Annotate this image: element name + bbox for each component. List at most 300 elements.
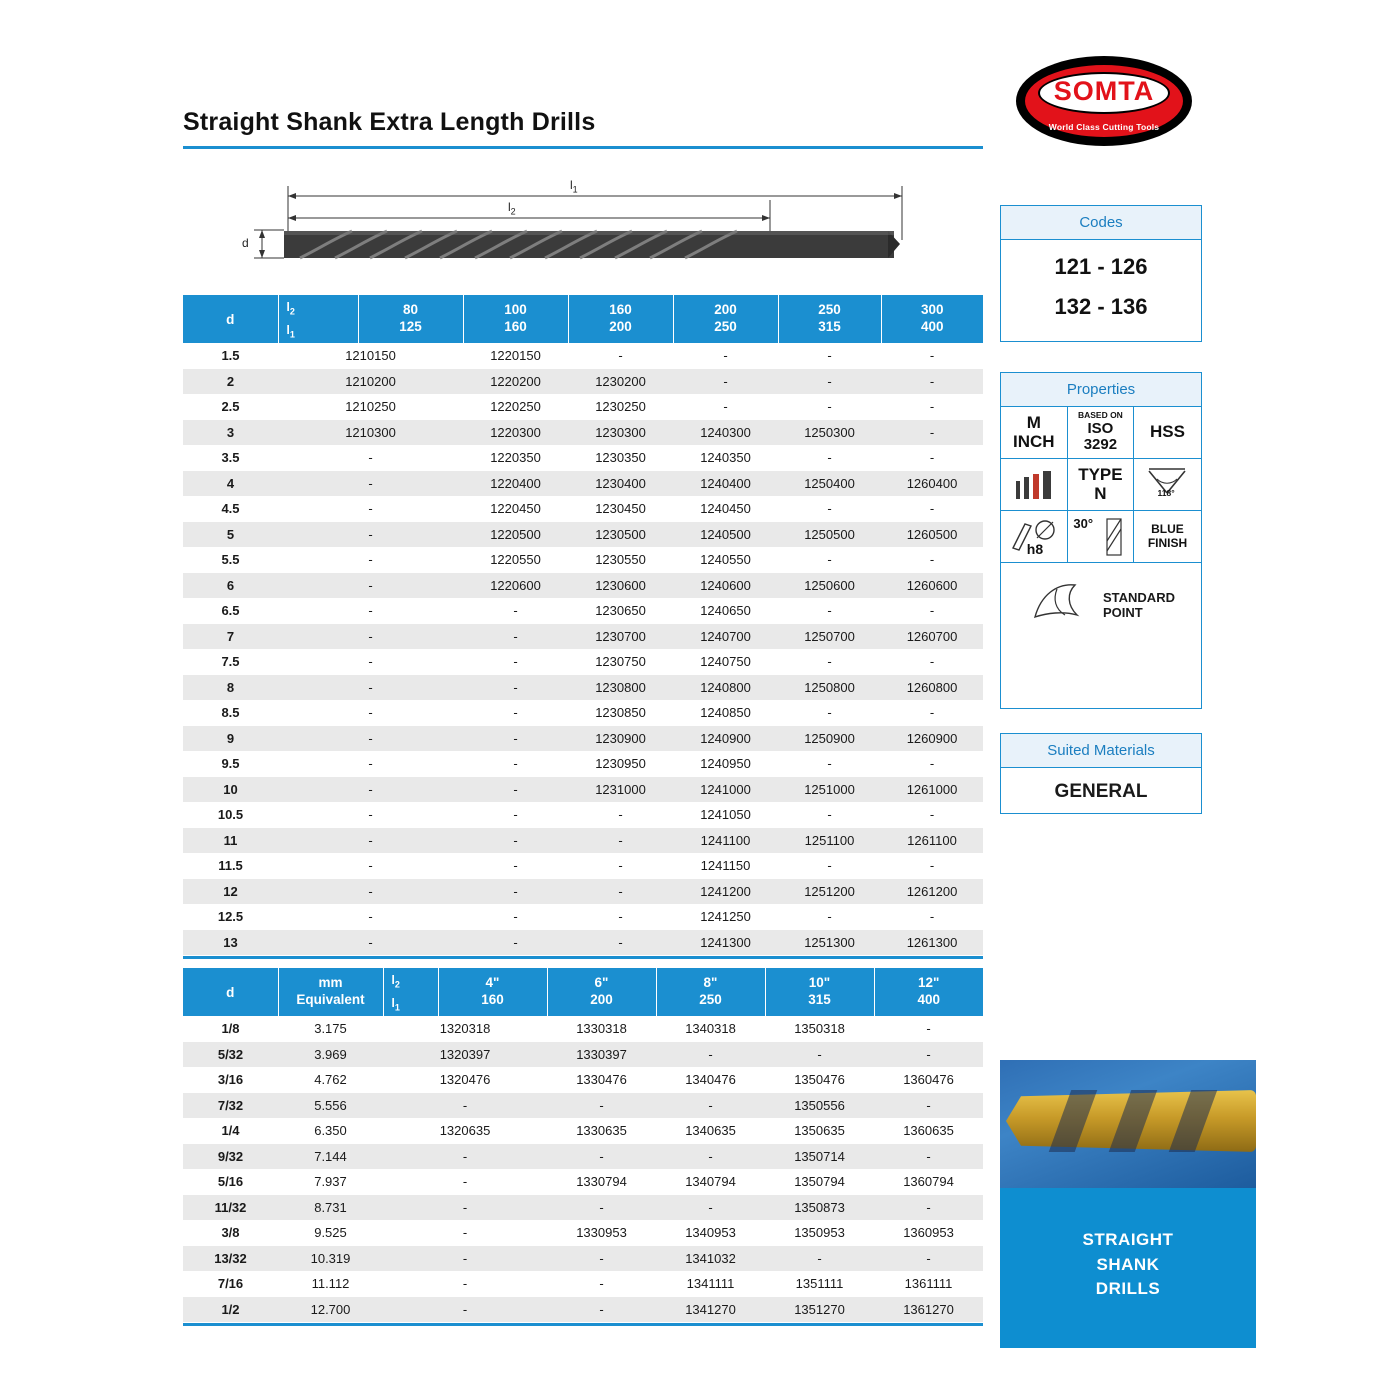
row-code: - <box>929 424 935 440</box>
row-code: 1210150 <box>345 348 396 364</box>
row-code: 1330397 <box>576 1046 627 1062</box>
row-code: 1320635 <box>439 1123 491 1139</box>
row-code: 1241150 <box>700 858 751 874</box>
helix-angle-icon-svg <box>1099 517 1129 557</box>
row-code: 1230350 <box>595 450 646 466</box>
row-code: - <box>462 1174 468 1190</box>
row-code: - <box>599 1097 604 1113</box>
row-code: - <box>723 348 728 364</box>
row-code: - <box>929 450 935 466</box>
row-code: 1220350 <box>490 450 541 466</box>
row-code: 1251000 <box>804 781 855 797</box>
row-diameter: 7 <box>226 628 235 644</box>
row-code: 1250400 <box>804 475 855 491</box>
metric-header-col-160-200 <box>568 295 673 343</box>
property-type-label: TYPE <box>1078 464 1123 484</box>
row-code: 1360635 <box>903 1123 954 1139</box>
metric-header-col-160-200-top: 160 <box>609 302 632 318</box>
row-code: 1230800 <box>595 679 646 695</box>
row-code: - <box>618 807 623 823</box>
table-row <box>183 1169 983 1195</box>
inch-header-lengths <box>383 968 438 1016</box>
row-code: 1230300 <box>595 424 646 440</box>
row-code: 1220550 <box>490 552 541 568</box>
row-code: 1240650 <box>700 603 751 619</box>
row-code: - <box>368 450 373 466</box>
metric-header-col-200-250-bottom: 250 <box>714 319 737 334</box>
row-diameter: 7/16 <box>217 1276 244 1292</box>
row-code: - <box>929 654 935 670</box>
row-diameter: 13/32 <box>214 1250 247 1266</box>
row-diameter: 2 <box>226 373 235 389</box>
inch-header-l2: $l_2$ <box>391 973 400 990</box>
row-code: - <box>929 705 935 721</box>
row-diameter: 3 <box>226 424 235 440</box>
property-finish-label: FINISH <box>1147 535 1188 550</box>
row-diameter: 9 <box>226 730 235 746</box>
dim-label-d: d <box>242 236 249 250</box>
row-mm-equivalent: 9.525 <box>314 1225 347 1241</box>
metric-header-col-80-125-bottom: 125 <box>399 319 422 334</box>
row-mm-equivalent: 3.175 <box>314 1021 347 1037</box>
row-code: - <box>513 730 518 746</box>
row-code: - <box>708 1199 713 1215</box>
row-code: 1260700 <box>906 628 958 644</box>
metric-drill-table <box>183 295 983 955</box>
property-m-label: M <box>1026 412 1041 432</box>
properties-panel <box>1000 372 1202 709</box>
property-hss-label: HSS <box>1150 422 1185 442</box>
inch-table-bottom-rule <box>183 1323 983 1326</box>
row-code: - <box>462 1097 468 1113</box>
row-diameter: 5/32 <box>217 1046 244 1062</box>
row-code: - <box>827 450 832 466</box>
table-row <box>183 1118 983 1144</box>
row-code: 1220250 <box>490 399 541 415</box>
row-code: 1241100 <box>700 832 751 848</box>
row-code: - <box>708 1046 713 1062</box>
inch-header-d <box>183 968 278 1016</box>
property-material-hss <box>1134 407 1201 459</box>
row-code: - <box>368 501 373 517</box>
row-code: 1230500 <box>595 526 646 542</box>
row-code: 1351111 <box>795 1276 844 1292</box>
row-code: 1341270 <box>685 1301 736 1317</box>
inch-header-col-6in-200 <box>547 968 656 1016</box>
row-code: - <box>618 883 623 899</box>
row-code: - <box>462 1148 468 1164</box>
inch-header-col-12in-400 <box>874 968 983 1016</box>
row-code: 1260800 <box>906 679 958 695</box>
row-mm-equivalent: 4.762 <box>314 1072 347 1088</box>
row-code: 1241000 <box>700 781 751 797</box>
table-row <box>183 522 983 548</box>
codes-panel <box>1000 205 1202 342</box>
row-code: 1230600 <box>595 577 646 593</box>
row-code: 1361270 <box>903 1301 954 1317</box>
row-code: 1360794 <box>903 1174 954 1190</box>
title-divider <box>183 146 983 149</box>
row-code: 1241200 <box>700 883 751 899</box>
row-code: 1220300 <box>490 424 541 440</box>
table-row <box>183 828 983 854</box>
row-code: - <box>368 807 373 823</box>
inch-header-col-10in-315 <box>765 968 874 1016</box>
table-row <box>183 598 983 624</box>
row-diameter: 5/16 <box>217 1174 244 1190</box>
metric-header-col-250-315-bottom: 315 <box>818 319 841 334</box>
row-code: 1220400 <box>490 475 541 491</box>
metric-header-col-250-315-top: 250 <box>818 302 841 318</box>
table-row <box>183 1093 983 1119</box>
drill-sizes-icon <box>1001 459 1068 511</box>
row-code: - <box>368 832 373 848</box>
row-code: - <box>929 756 935 772</box>
row-code: - <box>929 501 935 517</box>
row-code: 1240700 <box>700 628 751 644</box>
row-diameter: 7/32 <box>217 1097 244 1113</box>
row-code: 1330318 <box>576 1021 627 1037</box>
suited-materials-value: GENERAL <box>1054 781 1148 802</box>
row-code: 1240550 <box>700 552 751 568</box>
row-code: 1230700 <box>595 628 646 644</box>
diameter-tolerance-value: h8 <box>1026 540 1044 557</box>
row-code: 1261100 <box>907 832 957 848</box>
row-code: 1240350 <box>700 450 751 466</box>
product-caption-line3: DRILLS <box>1095 1279 1161 1299</box>
row-code: - <box>368 883 373 899</box>
row-code: - <box>513 807 518 823</box>
row-diameter: 6 <box>226 577 235 593</box>
row-code: 1340476 <box>685 1072 736 1088</box>
inch-header-col-315: 315 <box>808 992 831 1007</box>
row-code: - <box>513 832 518 848</box>
row-code: 1220600 <box>490 577 541 593</box>
row-code: - <box>827 348 832 364</box>
row-code: 1320397 <box>439 1046 491 1062</box>
row-code: - <box>368 552 373 568</box>
row-code: 1251200 <box>804 883 855 899</box>
metric-table-header-row <box>183 295 983 343</box>
row-code: 1230400 <box>595 475 646 491</box>
metric-header-col-250-315 <box>778 295 881 343</box>
property-blue-finish <box>1134 511 1201 563</box>
table-row <box>183 1067 983 1093</box>
table-row <box>183 343 983 369</box>
row-code: 1230750 <box>595 654 646 670</box>
row-code: 1241050 <box>700 807 751 823</box>
row-code: 1261300 <box>906 934 958 950</box>
drill-dimension-diagram <box>240 178 920 278</box>
row-code: 1350635 <box>794 1123 845 1139</box>
row-code: 1220200 <box>490 373 541 389</box>
table-row <box>183 700 983 726</box>
row-code: 1230450 <box>595 501 646 517</box>
row-code: - <box>462 1276 468 1292</box>
row-code: 1340635 <box>685 1123 736 1139</box>
row-code: - <box>926 1021 931 1037</box>
row-diameter: 6.5 <box>221 603 240 619</box>
helix-angle-value: 30° <box>1073 515 1094 531</box>
table-row <box>183 471 983 497</box>
row-diameter: 13 <box>223 934 238 950</box>
metric-header-col-80-125-top: 80 <box>402 302 419 318</box>
row-code: - <box>708 1148 713 1164</box>
row-code: - <box>827 552 832 568</box>
inch-header-col-400: 400 <box>917 992 941 1007</box>
row-code: 1230200 <box>595 373 646 389</box>
row-diameter: 3/8 <box>221 1225 240 1241</box>
property-blue-label: BLUE <box>1151 522 1184 537</box>
row-code: - <box>513 628 518 644</box>
property-metric-inch <box>1001 407 1068 459</box>
row-code: - <box>618 934 623 950</box>
product-caption-line1: STRAIGHT <box>1082 1230 1174 1249</box>
row-code: 1340318 <box>685 1021 736 1037</box>
product-caption-box <box>1000 1188 1256 1348</box>
table-row <box>183 1297 983 1323</box>
row-code: - <box>513 934 518 950</box>
row-code: - <box>827 654 832 670</box>
row-code: 1260900 <box>906 730 958 746</box>
row-code: 1240300 <box>700 424 751 440</box>
metric-header-col-200-250-top: 200 <box>714 302 737 318</box>
row-code: 1230250 <box>595 399 646 415</box>
row-code: - <box>926 1250 931 1266</box>
row-code: - <box>368 475 373 491</box>
diameter-tolerance-icon <box>1001 511 1068 563</box>
properties-grid <box>1001 407 1201 563</box>
metric-header-col-200-250 <box>673 295 778 343</box>
row-code: 1320476 <box>439 1072 491 1088</box>
row-code: 1240750 <box>700 654 751 670</box>
row-diameter: 4.5 <box>221 501 240 517</box>
row-code: 1250900 <box>804 730 855 746</box>
inch-header-col-160: 160 <box>481 992 504 1007</box>
inch-table-header-row <box>183 968 983 1016</box>
property-inch-label: INCH <box>1013 431 1055 451</box>
metric-table-body <box>183 343 983 955</box>
row-code: - <box>929 552 935 568</box>
row-code: - <box>708 1097 713 1113</box>
metric-header-col-160-200-bottom: 200 <box>609 319 632 334</box>
row-code: 1230950 <box>595 756 646 772</box>
row-code: - <box>827 858 832 874</box>
row-code: 1350476 <box>794 1072 845 1088</box>
row-code: 1241250 <box>700 909 751 925</box>
row-code: 1330953 <box>576 1225 627 1241</box>
row-code: 1350953 <box>794 1225 845 1241</box>
standard-point-icon <box>1027 575 1093 635</box>
code-range-1: 121 - 126 <box>1054 254 1148 279</box>
row-code: 1241300 <box>700 934 751 950</box>
table-row <box>183 879 983 905</box>
point-angle-icon-svg <box>1139 463 1195 507</box>
row-code: - <box>929 858 935 874</box>
row-code: - <box>827 399 832 415</box>
row-code: - <box>827 756 832 772</box>
row-code: - <box>368 628 373 644</box>
row-code: 1350714 <box>794 1148 845 1164</box>
row-code: 1220500 <box>490 526 541 542</box>
point-angle-value: 118° <box>1157 487 1175 498</box>
row-code: 1230850 <box>595 705 646 721</box>
inch-header-l1: $l_1$ <box>391 995 400 1012</box>
table-row <box>183 1195 983 1221</box>
product-caption <box>1000 1228 1256 1302</box>
row-code: 1230650 <box>595 603 646 619</box>
metric-header-col-300-400 <box>881 295 983 343</box>
row-diameter: 11 <box>223 832 238 848</box>
row-mm-equivalent: 3.969 <box>314 1046 347 1062</box>
page-title: Straight Shank Extra Length Drills <box>183 108 596 136</box>
table-row <box>183 420 983 446</box>
row-code: 1340794 <box>685 1174 736 1190</box>
table-row <box>183 777 983 803</box>
standard-point-line2: POINT <box>1103 605 1143 620</box>
table-row <box>183 675 983 701</box>
table-row <box>183 496 983 522</box>
table-row <box>183 751 983 777</box>
inch-header-mm-equivalent <box>278 968 383 1016</box>
property-type-value: N <box>1094 483 1107 503</box>
table-row <box>183 1016 983 1042</box>
table-row <box>183 802 983 828</box>
standard-point-row <box>1001 563 1201 647</box>
row-code: - <box>827 909 832 925</box>
inch-header-col-10in: 10" <box>808 975 831 991</box>
table-row <box>183 1220 983 1246</box>
row-mm-equivalent: 7.144 <box>314 1148 347 1164</box>
codes-panel-title: Codes <box>1001 206 1201 240</box>
table-row <box>183 573 983 599</box>
row-code: 1240400 <box>700 475 751 491</box>
row-code: - <box>599 1199 604 1215</box>
row-code: - <box>513 603 518 619</box>
row-code: 1220150 <box>490 348 541 364</box>
drill-diagram-svg <box>240 178 920 278</box>
table-row <box>183 904 983 930</box>
inch-header-col-200: 200 <box>590 992 613 1007</box>
row-code: 1250500 <box>804 526 855 542</box>
table-row <box>183 726 983 752</box>
inch-header-col-6in: 6" <box>594 975 609 991</box>
properties-panel-title: Properties <box>1001 373 1201 407</box>
row-code: 1260500 <box>906 526 958 542</box>
row-code: - <box>368 705 373 721</box>
row-code: - <box>817 1046 822 1062</box>
row-code: - <box>599 1301 604 1317</box>
property-iso-number: 3292 <box>1083 436 1118 454</box>
inch-table-body <box>183 1016 983 1322</box>
row-code: 1240950 <box>700 756 751 772</box>
row-code: 1240500 <box>700 526 751 542</box>
row-code: - <box>513 909 518 925</box>
inch-header-mm: mm <box>318 975 343 991</box>
row-code: 1210300 <box>345 424 396 440</box>
row-diameter: 1.5 <box>221 348 240 364</box>
row-code: - <box>827 705 832 721</box>
dim-label-l1: $l_1$ <box>570 178 578 195</box>
row-code: - <box>462 1301 468 1317</box>
row-diameter: 10 <box>223 781 238 797</box>
row-code: - <box>368 909 373 925</box>
row-diameter: 1/4 <box>221 1123 240 1139</box>
row-code: 1361111 <box>904 1276 953 1292</box>
row-code: 1341111 <box>686 1276 735 1292</box>
row-code: - <box>929 603 935 619</box>
row-code: - <box>599 1148 604 1164</box>
table-row <box>183 930 983 956</box>
row-code: 1330794 <box>576 1174 627 1190</box>
metric-header-l2: $l_2$ <box>286 300 295 317</box>
table-row <box>183 369 983 395</box>
row-diameter: 9/32 <box>217 1148 244 1164</box>
row-code: 1250700 <box>804 628 855 644</box>
row-code: - <box>513 705 518 721</box>
row-mm-equivalent: 12.700 <box>310 1301 351 1317</box>
metric-header-col-80-125 <box>358 295 463 343</box>
row-code: - <box>929 909 935 925</box>
row-code: - <box>513 654 518 670</box>
property-type-n <box>1068 459 1135 511</box>
table-row <box>183 853 983 879</box>
row-code: 1230900 <box>595 730 646 746</box>
row-code: - <box>599 1250 604 1266</box>
inch-header-col-8in-250 <box>656 968 765 1016</box>
row-code: 1350318 <box>794 1021 845 1037</box>
row-diameter: 4 <box>226 475 235 491</box>
inch-header-d-label: d <box>226 984 235 1000</box>
table-row <box>183 394 983 420</box>
row-diameter: 11.5 <box>218 858 243 874</box>
row-code: - <box>723 399 728 415</box>
inch-header-equivalent: Equivalent <box>296 992 365 1007</box>
row-code: 1220450 <box>490 501 541 517</box>
row-code: - <box>368 679 373 695</box>
helix-angle-icon <box>1068 511 1135 563</box>
row-code: 1261000 <box>906 781 958 797</box>
row-mm-equivalent: 7.937 <box>314 1174 347 1190</box>
row-code: 1260400 <box>906 475 958 491</box>
row-code: 1251300 <box>804 934 855 950</box>
row-code: - <box>462 1225 468 1241</box>
row-code: - <box>929 348 935 364</box>
row-diameter: 5 <box>226 526 235 542</box>
point-angle-icon <box>1134 459 1201 511</box>
row-code: - <box>926 1199 931 1215</box>
row-code: - <box>618 858 623 874</box>
row-diameter: 11/32 <box>214 1199 247 1215</box>
row-code: 1360953 <box>903 1225 954 1241</box>
row-diameter: 3.5 <box>221 450 240 466</box>
row-code: 1240600 <box>700 577 751 593</box>
inch-header-col-4in-160 <box>438 968 547 1016</box>
metric-header-col-300-400-top: 300 <box>920 302 944 318</box>
suited-materials-panel <box>1000 733 1202 814</box>
somta-logo <box>1008 48 1198 158</box>
row-code: 1250800 <box>804 679 855 695</box>
row-code: 1240800 <box>700 679 751 695</box>
drill-sizes-icon-svg <box>1011 469 1057 501</box>
row-code: - <box>368 858 373 874</box>
row-mm-equivalent: 6.350 <box>314 1123 347 1139</box>
table-row <box>183 445 983 471</box>
row-code: 1230550 <box>595 552 646 568</box>
metric-header-d-label: d <box>226 311 235 327</box>
row-code: - <box>513 679 518 695</box>
table-row <box>183 547 983 573</box>
